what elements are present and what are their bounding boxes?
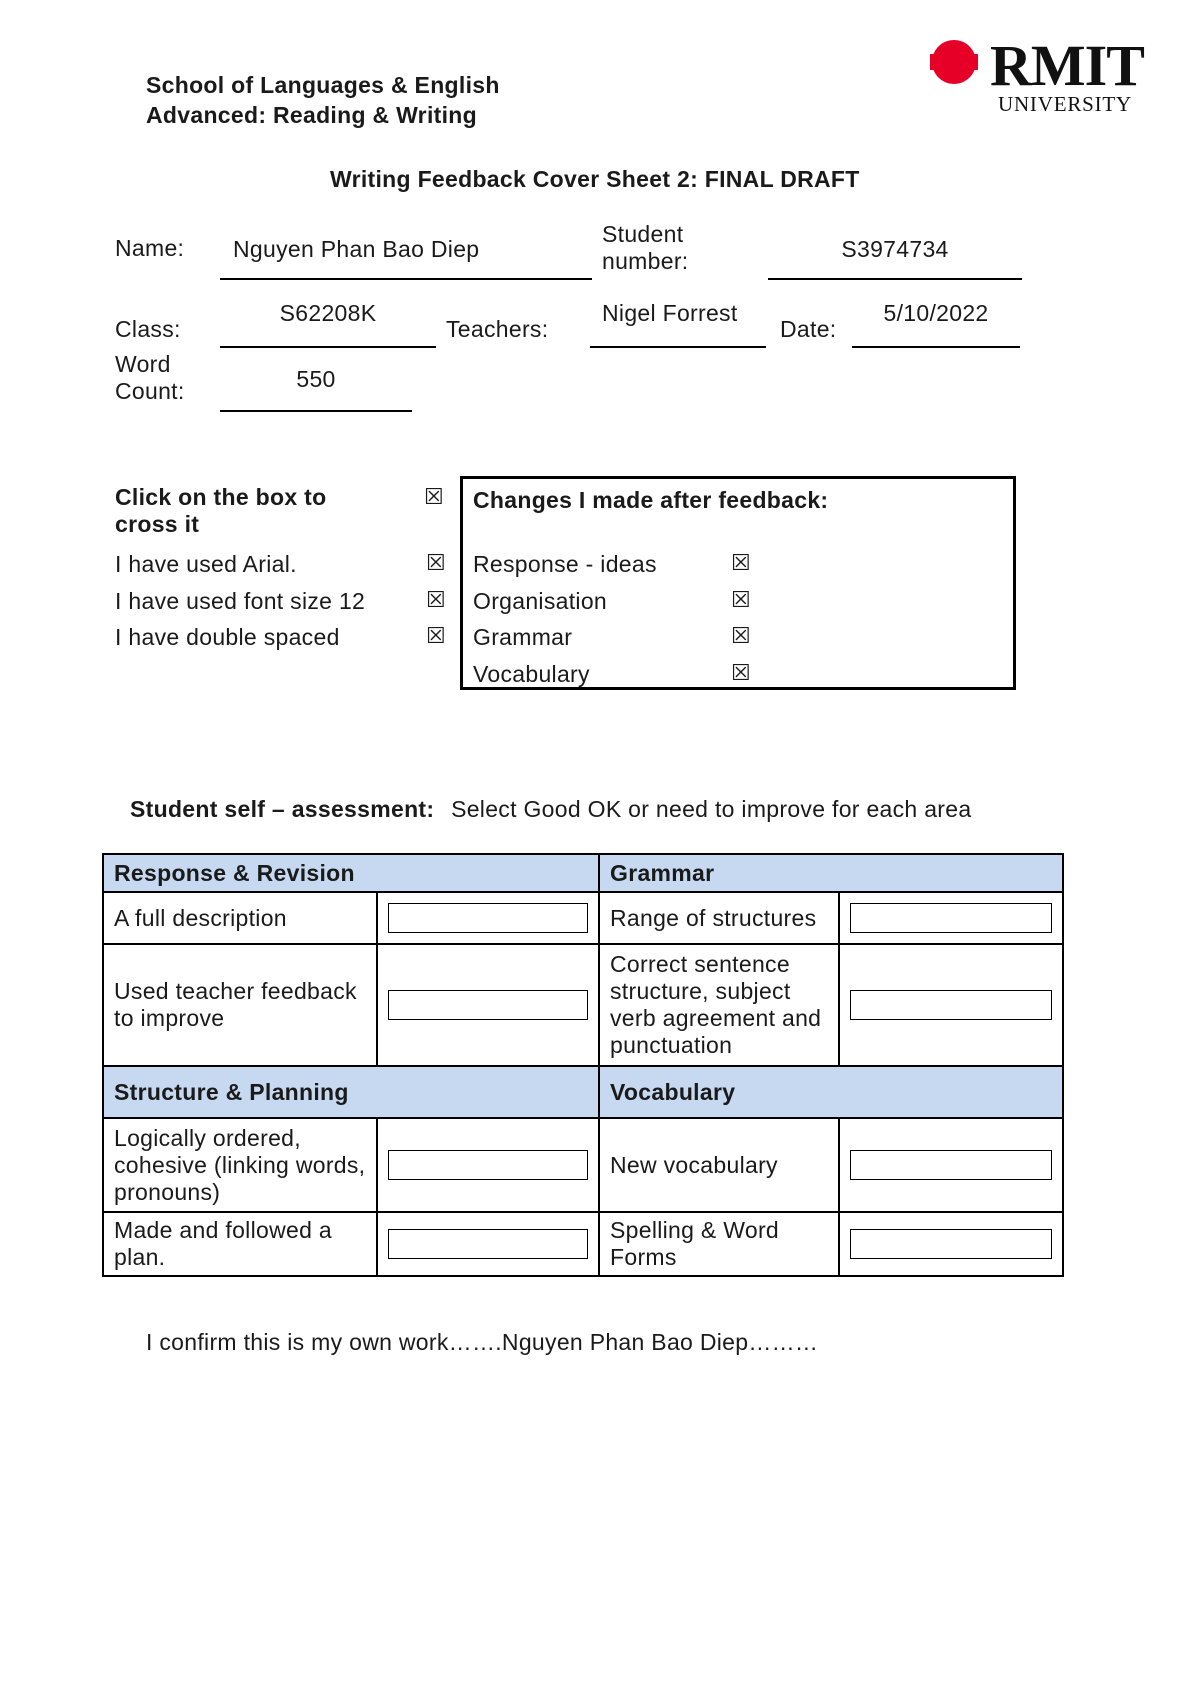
class-label: Class:	[115, 316, 181, 342]
rating-field-logically-ordered[interactable]	[388, 1150, 588, 1180]
logo-wordmark: RMIT	[990, 33, 1144, 98]
criterion-spelling-word-forms: Spelling & Word Forms	[599, 1212, 839, 1276]
section-header-grammar: Grammar	[599, 854, 1063, 892]
word-count-field	[220, 366, 412, 412]
checkbox-arial[interactable]: ☒	[426, 551, 446, 576]
teachers-label: Teachers:	[446, 316, 549, 342]
date-label: Date:	[780, 316, 837, 342]
self-assessment-heading: Student self – assessment:	[130, 796, 435, 822]
checkbox-grammar[interactable]: ☒	[731, 624, 751, 649]
word-count-value: 550	[296, 366, 336, 392]
rating-field-range-of-structures[interactable]	[850, 903, 1052, 933]
criterion-plan: Made and followed a plan.	[103, 1212, 377, 1276]
student-number-value: S3974734	[841, 236, 949, 262]
student-number-label: Student number:	[602, 221, 689, 274]
rating-cell-spelling-word-forms	[839, 1212, 1063, 1276]
changes-box	[460, 476, 1016, 690]
checkbox-response-ideas[interactable]: ☒	[731, 551, 751, 576]
word-count-label: Word Count:	[115, 351, 185, 404]
school-heading	[146, 70, 500, 130]
criterion-full-description: A full description	[103, 892, 377, 944]
criterion-teacher-feedback: Used teacher feedback to improve	[103, 944, 377, 1066]
confirmation-statement: I confirm this is my own work…….Nguyen Phan Bao Diep………	[146, 1329, 819, 1355]
rating-cell-logically-ordered	[377, 1118, 599, 1212]
teachers-value: Nigel Forrest	[602, 300, 738, 326]
section-header-response-revision: Response & Revision	[103, 854, 599, 892]
name-label: Name:	[115, 235, 185, 261]
school-name: School of Languages & English	[146, 72, 500, 98]
criterion-new-vocabulary: New vocabulary	[599, 1118, 839, 1212]
section-header-vocabulary: Vocabulary	[599, 1066, 1063, 1118]
name-value: Nguyen Phan Bao Diep	[233, 236, 480, 262]
rating-field-full-description[interactable]	[388, 903, 588, 933]
logo-subtitle: UNIVERSITY	[998, 92, 1132, 116]
rating-cell-range-of-structures	[839, 892, 1063, 944]
self-assessment-table	[102, 853, 1064, 1277]
checklist-item-arial: I have used Arial.	[115, 551, 297, 577]
rating-cell-full-description	[377, 892, 599, 944]
rating-cell-teacher-feedback	[377, 944, 599, 1066]
class-field	[220, 300, 436, 348]
changes-item-grammar: Grammar	[473, 624, 573, 650]
rating-cell-sentence-structure	[839, 944, 1063, 1066]
name-field	[220, 236, 592, 280]
checklist-item-font-size: I have used font size 12	[115, 588, 366, 614]
self-assessment-instruction: Select Good OK or need to improve for each area	[451, 796, 972, 822]
rating-field-teacher-feedback[interactable]	[388, 990, 588, 1020]
checklist-heading-checkbox[interactable]: ☒	[424, 485, 444, 510]
criterion-range-of-structures: Range of structures	[599, 892, 839, 944]
changes-heading: Changes I made after feedback:	[473, 487, 829, 513]
section-header-structure-planning: Structure & Planning	[103, 1066, 599, 1118]
checklist-heading: Click on the box to cross it	[115, 484, 327, 537]
rating-field-sentence-structure[interactable]	[850, 990, 1052, 1020]
checkbox-vocabulary[interactable]: ☒	[731, 661, 751, 686]
changes-item-response: Response - ideas	[473, 551, 657, 577]
self-assessment-line	[130, 796, 971, 823]
changes-item-organisation: Organisation	[473, 588, 608, 614]
criterion-sentence-structure: Correct sentence structure, subject verb agreement and punctuation	[599, 944, 839, 1066]
rmit-logo	[930, 33, 1144, 116]
rating-field-plan[interactable]	[388, 1229, 588, 1259]
changes-item-vocabulary: Vocabulary	[473, 661, 590, 687]
teachers-field	[590, 300, 766, 348]
date-value: 5/10/2022	[883, 300, 989, 326]
rating-field-new-vocabulary[interactable]	[850, 1150, 1052, 1180]
checkbox-organisation[interactable]: ☒	[731, 588, 751, 613]
document-title: Writing Feedback Cover Sheet 2: FINAL DRAFT	[330, 166, 860, 192]
rating-cell-plan	[377, 1212, 599, 1276]
rating-cell-new-vocabulary	[839, 1118, 1063, 1212]
class-value: S62208K	[279, 300, 377, 326]
course-name: Advanced: Reading & Writing	[146, 102, 477, 128]
checklist-item-double-spaced: I have double spaced	[115, 624, 340, 650]
date-field	[852, 300, 1020, 348]
student-number-field	[768, 236, 1022, 280]
rating-field-spelling-word-forms[interactable]	[850, 1229, 1052, 1259]
checkbox-double-spaced[interactable]: ☒	[426, 624, 446, 649]
criterion-logically-ordered: Logically ordered, cohesive (linking words, pronouns)	[103, 1118, 377, 1212]
checkbox-font-size[interactable]: ☒	[426, 588, 446, 613]
